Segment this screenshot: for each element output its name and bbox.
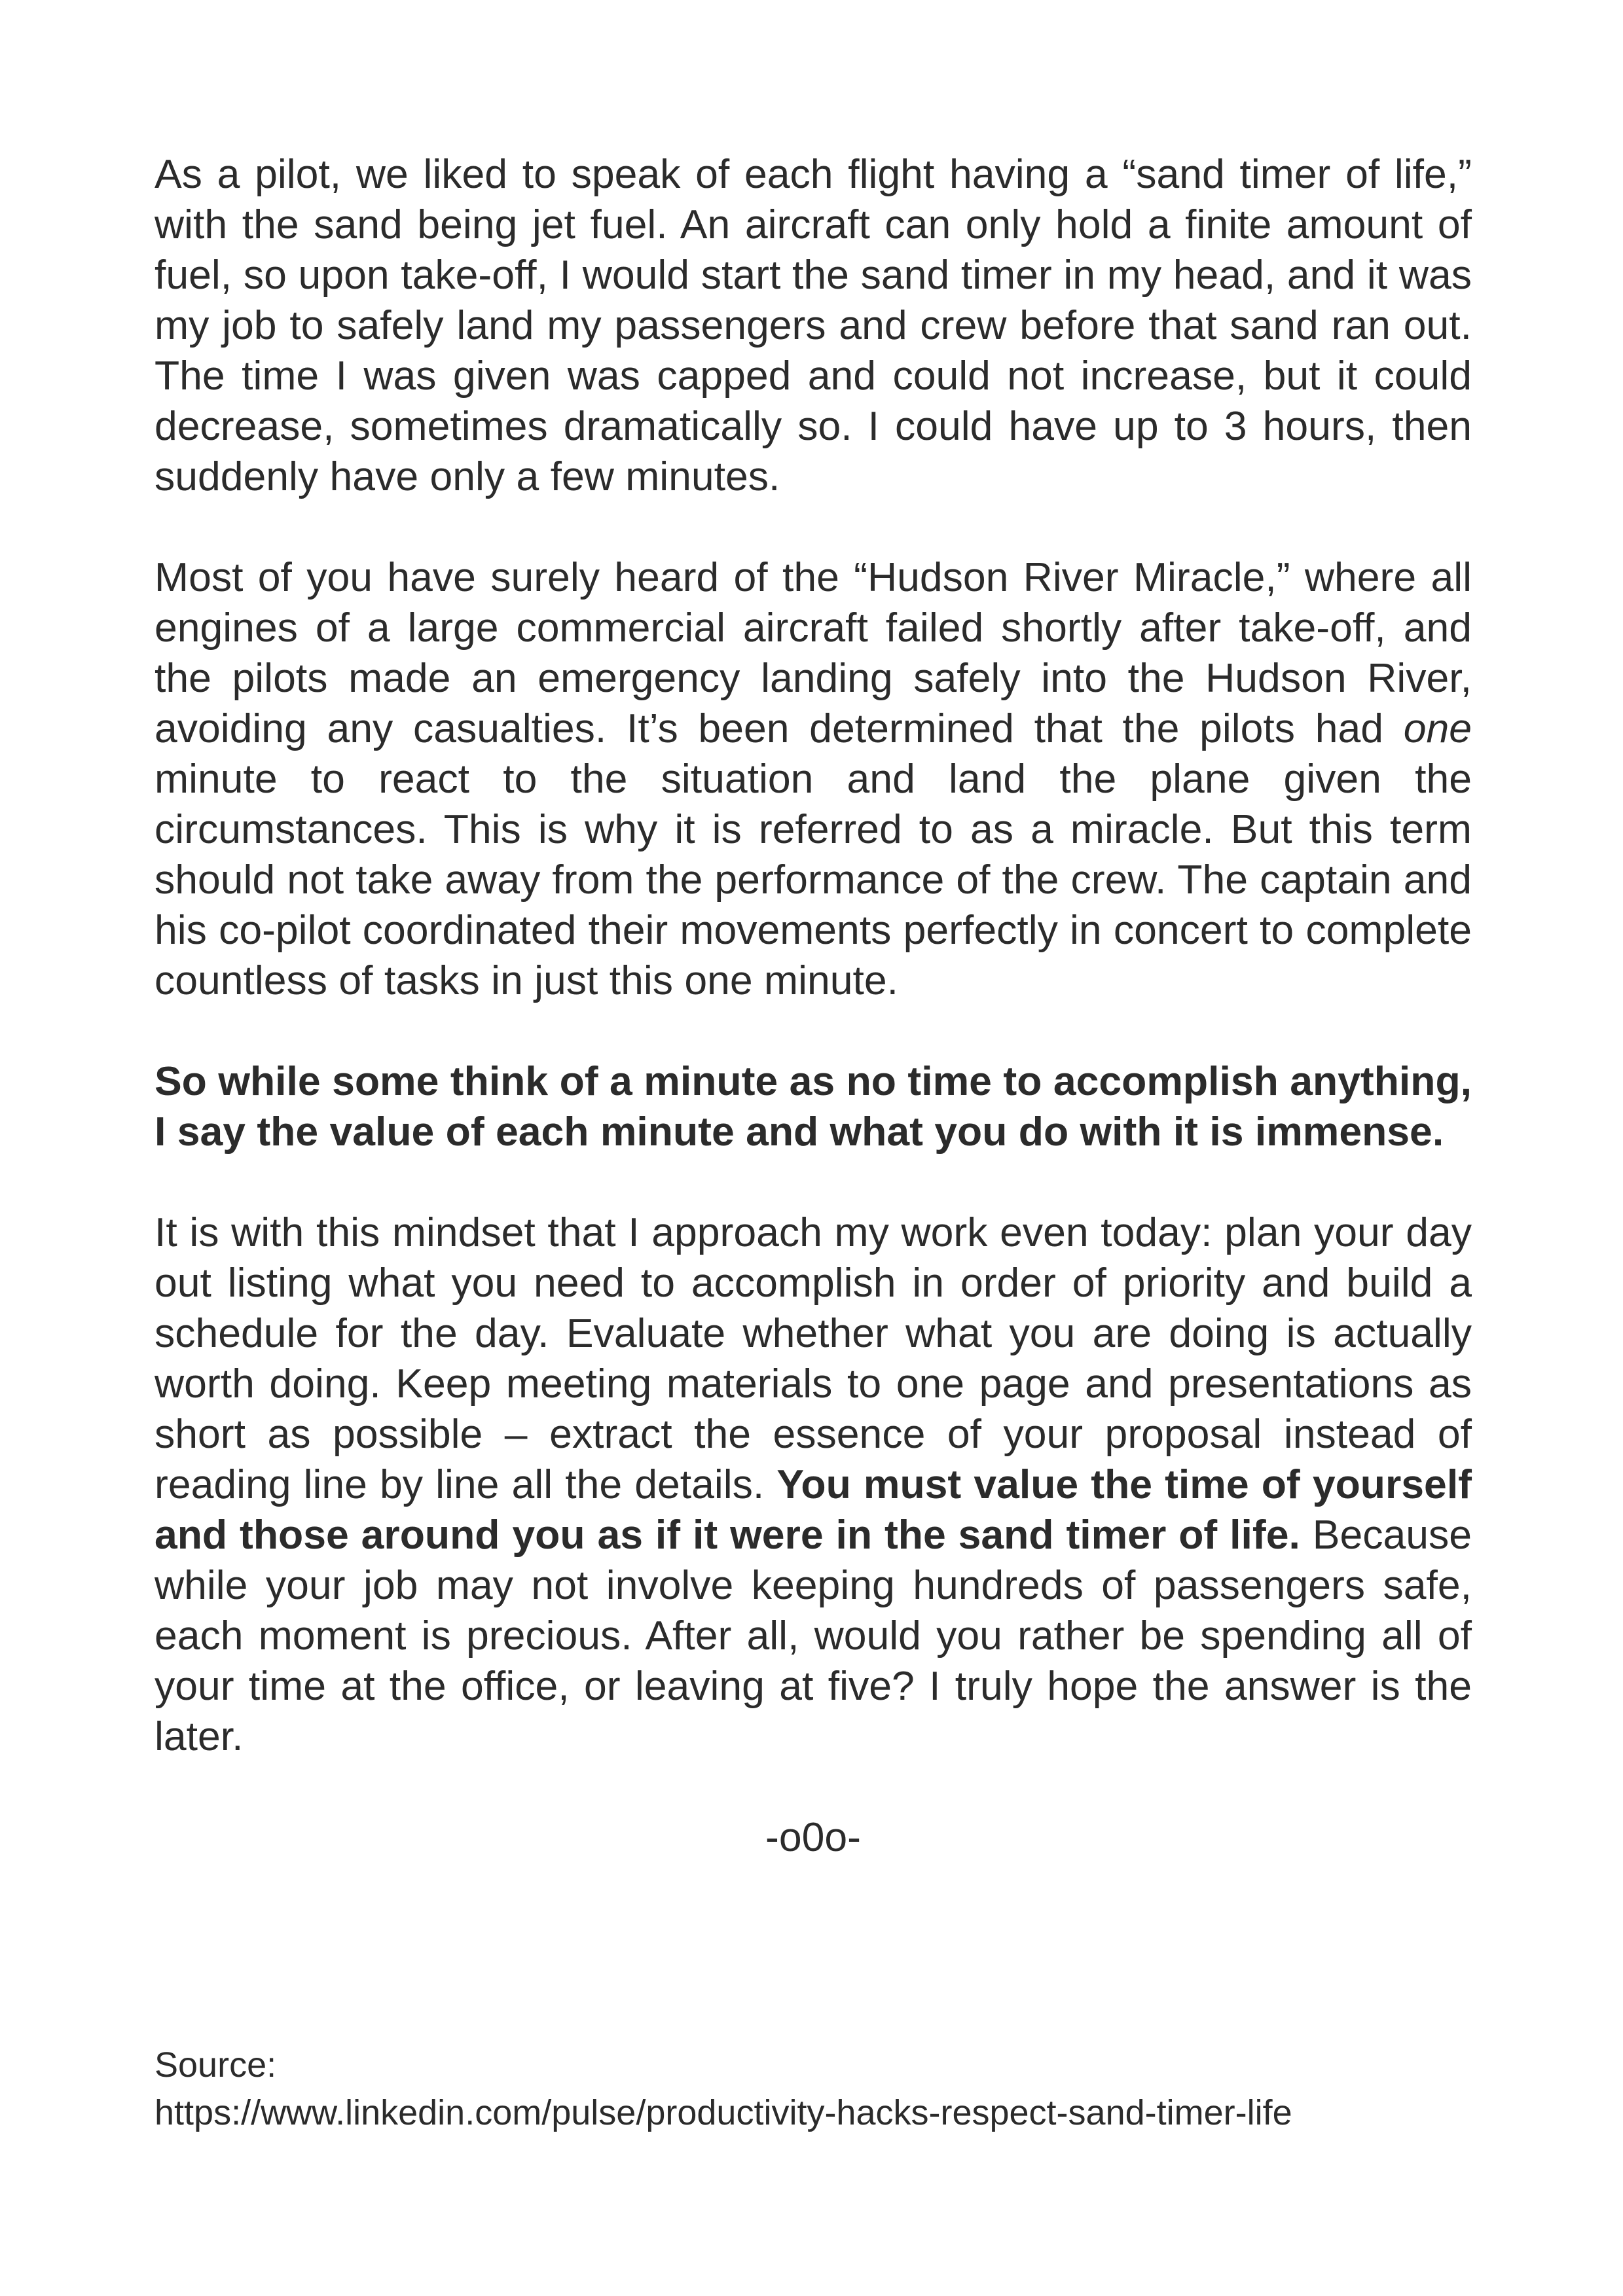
paragraph-spacer — [155, 1006, 1472, 1056]
paragraph-mindset-text-end: Because while your job may not involve keeping hundreds of passengers safe, each moment is precious. After all, would you rather be spending all of your time at the office, or leaving at five? I truly hope the answer is the later. — [155, 1512, 1472, 1759]
paragraph-hudson-river-text-end: minute to react to the situation and land the plane given the circumstances. This is why it is referred to as a miracle. But this term should not take away from the performance of the crew. The captain and his co-pilot coordinated their movements perfectly in concert to complete countless of tasks in just this one minute. — [155, 756, 1472, 1003]
paragraph-hudson-river — [155, 552, 1472, 1006]
paragraph-mindset — [155, 1208, 1472, 1762]
emphasis-value-time: You must value the time of yourself and those around you as if it were in the sand timer of life. — [155, 1462, 1472, 1558]
paragraph-sand-timer: As a pilot, we liked to speak of each flight having a “sand timer of life,” with the sand being jet fuel. An aircraft can only hold a finite amount of fuel, so upon take-off, I would start the sand timer in my head, and it was my job to safely land my passengers and crew before that sand ran out. The time I was given was capped and could not increase, but it could decrease, sometimes dramatically so. I could have up to 3 hours, then suddenly have only a few minutes. — [155, 151, 1472, 499]
source-label: Source: — [155, 2045, 277, 2085]
paragraph-spacer — [155, 1157, 1472, 1208]
paragraph-mindset-text-start: It is with this mindset that I approach my work even today: plan your day out listing what you need to accomplish in order of priority and build a schedule for the day. Evaluate whether what you are doing is actually worth doing. Keep meeting materials to one page and presentations as short as possible – extract the essence of your proposal instead of reading line by line all the details. — [155, 1210, 1472, 1507]
emphasis-one: one — [1403, 706, 1472, 751]
section-separator: -o0o- — [765, 1814, 861, 1860]
paragraph-key-statement: So while some think of a minute as no time to accomplish anything, I say the value of each minute and what you do with it is immense. — [155, 1058, 1472, 1155]
article-body — [155, 149, 1472, 1863]
paragraph-hudson-river-text-start: Most of you have surely heard of the “Hudson River Miracle,” where all engines of a large commercial aircraft failed shortly after take-off, and the pilots made an emergency landing safely into the Hudson River, avoiding any casualties. It’s been determined that the pilots had — [155, 554, 1472, 751]
paragraph-spacer — [155, 1762, 1472, 1812]
source-citation — [155, 2041, 1292, 2137]
source-url: https://www.linkedin.com/pulse/productivity-hacks-respect-sand-timer-life — [155, 2093, 1292, 2132]
paragraph-spacer — [155, 502, 1472, 552]
